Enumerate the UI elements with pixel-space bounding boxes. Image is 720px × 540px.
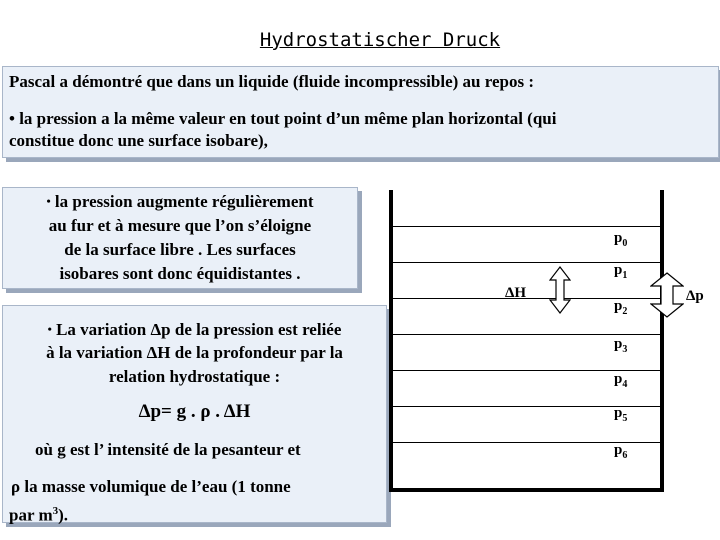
delta-p-label: Δp bbox=[686, 288, 704, 304]
vessel-right-wall bbox=[660, 190, 664, 491]
pressure-label-p1: $p_1$ bbox=[614, 262, 628, 281]
pressure-label-p3: $p_3$ bbox=[614, 336, 628, 355]
variation-text: La variation Δp de la pression est reliée bbox=[51, 320, 342, 339]
variation-line bbox=[3, 318, 386, 341]
intro-line: Pascal a démontré que dans un liquide (fluide incompressible) au repos : bbox=[9, 72, 535, 91]
intro-bullet-line: • la pression a la même valeur en tout point d’un même plan horizontal (qui bbox=[9, 109, 557, 128]
variation-text: ). bbox=[58, 505, 69, 525]
pressure-label-p5: $p_5$ bbox=[614, 405, 628, 424]
variation-line: relation hydrostatique : bbox=[108, 367, 281, 386]
variation-line: ρ la masse volumique de l’eau (1 tonne bbox=[11, 477, 291, 496]
double-arrow-icon bbox=[650, 272, 684, 318]
variation-line: à la variation ΔH de la profondeur par la bbox=[46, 343, 343, 362]
pressure-label-p2: $p_2$ bbox=[614, 298, 628, 317]
delta-h-label: ΔH bbox=[505, 285, 527, 301]
augment-line: de la surface libre . Les surfaces bbox=[64, 240, 296, 259]
augment-line bbox=[3, 190, 357, 213]
augment-line: isobares sont donc équidistantes . bbox=[59, 264, 301, 283]
augment-line: au fur et à mesure que l’on s’éloigne bbox=[48, 216, 312, 235]
variation-line: où g est l’ intensité de la pesanteur et bbox=[35, 440, 301, 459]
superscript: 3 bbox=[52, 505, 59, 517]
bullet: • bbox=[46, 194, 51, 208]
vessel-left-wall bbox=[389, 190, 393, 491]
hydrostatic-formula: Δp= g . ρ . ΔH bbox=[138, 401, 251, 422]
isobar-line bbox=[393, 226, 660, 227]
pressure-label-p4: $p_4$ bbox=[614, 371, 628, 390]
augment-text: la pression augmente régulièrement bbox=[50, 192, 314, 211]
bullet: • bbox=[47, 322, 52, 336]
vessel-bottom bbox=[389, 488, 664, 492]
variation-textbox bbox=[2, 305, 387, 523]
variation-text: par m bbox=[9, 505, 53, 525]
pressure-label-p6: $p_6$ bbox=[614, 442, 628, 461]
pressure-label-p0: $p_0$ bbox=[614, 230, 628, 249]
isobar-line bbox=[393, 334, 660, 335]
augment-textbox bbox=[2, 187, 358, 289]
double-arrow-icon bbox=[549, 266, 571, 314]
intro-textbox bbox=[2, 66, 719, 158]
variation-line bbox=[9, 500, 68, 527]
intro-bullet-line: constitue donc une surface isobare), bbox=[9, 131, 268, 150]
slide-title: Hydrostatischer Druck bbox=[259, 29, 501, 51]
